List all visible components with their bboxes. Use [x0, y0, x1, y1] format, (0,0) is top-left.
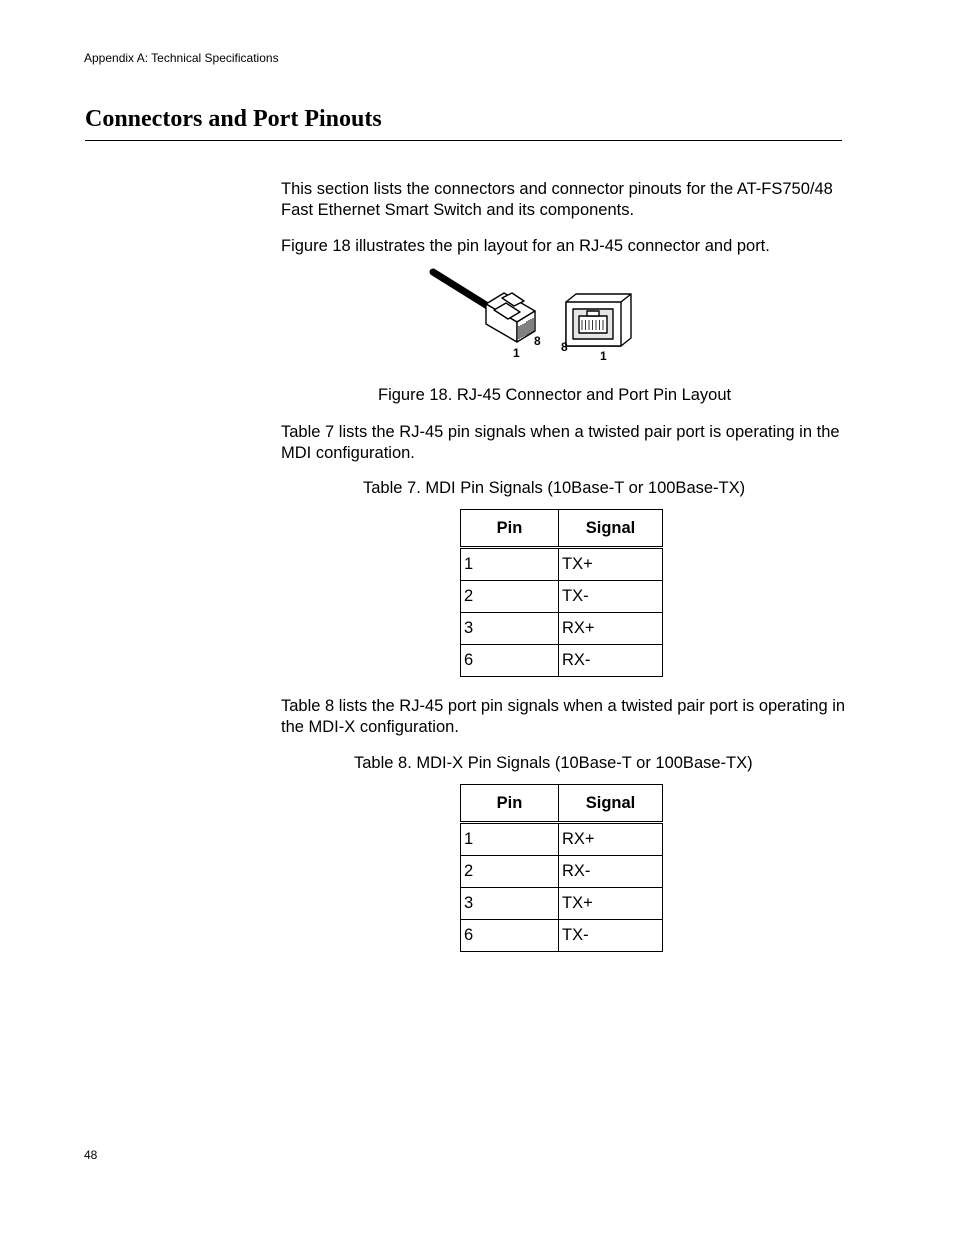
- table-header-row: [461, 510, 663, 548]
- port-shape: [566, 294, 631, 346]
- table7-intro: Table 7 lists the RJ-45 pin signals when a twisted pair port is operating in the MDI configuration.: [281, 423, 840, 462]
- signal-cell: TX+: [559, 548, 663, 581]
- signal-cell: RX-: [559, 645, 663, 677]
- section-title: Connectors and Port Pinouts: [85, 106, 382, 132]
- figure-reference-paragraph: Figure 18 illustrates the pin layout for an RJ-45 connector and port.: [281, 237, 770, 255]
- running-header: Appendix A: Technical Specifications: [84, 51, 279, 65]
- plug-pin-last-label: 8: [534, 334, 541, 348]
- header-signal: Signal: [559, 785, 663, 823]
- rj45-illustration: [428, 266, 638, 366]
- pin-cell: 6: [461, 920, 559, 952]
- figure-caption: Figure 18. RJ-45 Connector and Port Pin Layout: [378, 386, 732, 404]
- table-row: [461, 823, 663, 856]
- intro-paragraph: This section lists the connectors and connector pinouts for the AT-FS750/48 Fast Ethernet Smart Switch and its components.: [281, 180, 833, 219]
- table-row: [461, 581, 663, 613]
- mdi-pin-table: [460, 509, 663, 677]
- table-row: [461, 920, 663, 952]
- table7-caption: Table 7. MDI Pin Signals (10Base-T or 100Base-TX): [363, 479, 746, 497]
- signal-cell: RX+: [559, 613, 663, 645]
- table-row: [461, 645, 663, 677]
- table-row: [461, 548, 663, 581]
- signal-cell: TX+: [559, 888, 663, 920]
- page-number: 48: [84, 1148, 98, 1162]
- port-pin-first-label: 8: [561, 340, 568, 354]
- pin-cell: 3: [461, 613, 559, 645]
- header-pin: Pin: [461, 510, 559, 548]
- mdix-pin-table: [460, 784, 663, 952]
- pin-cell: 2: [461, 856, 559, 888]
- table-header-row: [461, 785, 663, 823]
- plug-shape: [486, 293, 535, 342]
- signal-cell: TX-: [559, 581, 663, 613]
- port-contacts: [582, 320, 603, 330]
- header-pin: Pin: [461, 785, 559, 823]
- title-rule: [85, 140, 842, 141]
- cable-shape: [433, 272, 494, 310]
- pin-cell: 1: [461, 548, 559, 581]
- table-row: [461, 613, 663, 645]
- rj45-figure: [428, 266, 638, 366]
- signal-cell: RX+: [559, 823, 663, 856]
- pin-cell: 6: [461, 645, 559, 677]
- pin-cell: 1: [461, 823, 559, 856]
- table8-caption: Table 8. MDI-X Pin Signals (10Base-T or 100Base-TX): [354, 754, 753, 772]
- header-signal: Signal: [559, 510, 663, 548]
- pin-cell: 2: [461, 581, 559, 613]
- signal-cell: RX-: [559, 856, 663, 888]
- port-pin-last-label: 1: [600, 349, 607, 363]
- pin-cell: 3: [461, 888, 559, 920]
- plug-pin-first-label: 1: [513, 346, 520, 360]
- table8-intro: Table 8 lists the RJ-45 port pin signals when a twisted pair port is operating in the MDI-X configuration.: [281, 697, 846, 736]
- table-row: [461, 888, 663, 920]
- table-row: [461, 856, 663, 888]
- signal-cell: TX-: [559, 920, 663, 952]
